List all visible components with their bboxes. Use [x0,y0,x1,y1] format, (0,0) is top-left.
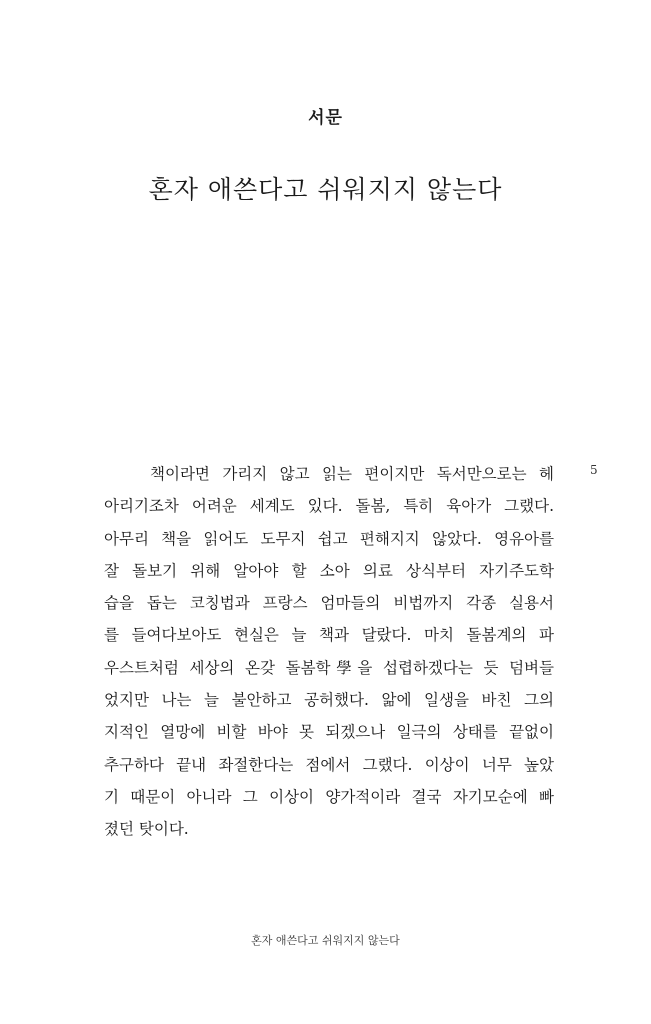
chapter-title: 혼자 애쓴다고 쉬워지지 않는다 [148,175,503,204]
section-label: 서문 [308,108,343,128]
body-line: 책이라면 가리지 않고 읽는 편이지만 독서만으로는 헤 [150,465,554,483]
body-line: 졌던 탓이다. [104,820,189,839]
body-line: 를 들여다보아도 현실은 늘 책과 달랐다. 마치 돌봄계의 파 [104,626,554,645]
body-line: 추구하다 끝내 좌절한다는 점에서 그랬다. 이상이 너무 높았 [104,755,554,774]
body-line: 잘 돌보기 위해 알아야 할 소아 의료 상식부터 자기주도학 [104,561,554,580]
body-line: 었지만 나는 늘 불안하고 공허했다. 앎에 일생을 바친 그의 [104,691,554,710]
body-line: 기 때문이 아니라 그 이상이 양가적이라 결국 자기모순에 빠 [104,787,554,806]
body-line: 지적인 열망에 비할 바야 못 되겠으나 일극의 상태를 끝없이 [104,723,554,742]
body-line: 아리기조차 어려운 세계도 있다. 돌봄, 특히 육아가 그랬다. [104,497,554,516]
body-line: 습을 돕는 코칭법과 프랑스 엄마들의 비법까지 각종 실용서 [104,594,554,613]
line-number-marker: 5 [590,463,598,477]
body-line: 우스트처럼 세상의 온갖 돌봄학學을 섭렵하겠다는 듯 덤벼들 [104,658,554,677]
body-line: 아무리 책을 읽어도 도무지 쉽고 편해지지 않았다. 영유아를 [104,529,554,548]
body-paragraph [104,458,554,846]
running-footer: 혼자 애쓴다고 쉬워지지 않는다 [251,934,400,947]
